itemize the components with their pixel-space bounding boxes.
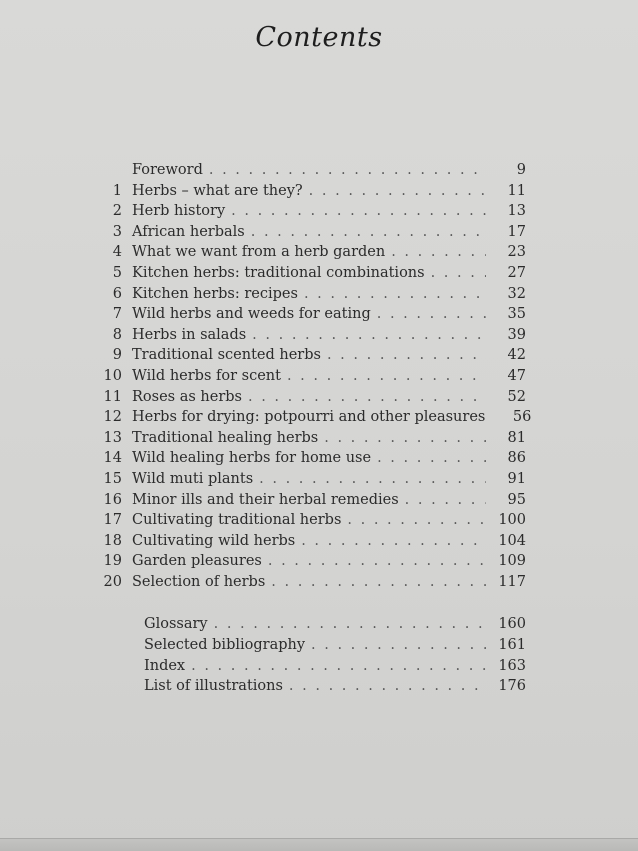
toc-entry-page: 23: [507, 244, 526, 261]
back-matter-list: [96, 614, 526, 696]
toc-entry-page: 95: [507, 491, 526, 508]
page-bottom-edge: [0, 838, 638, 851]
toc-entry-page: 117: [498, 573, 526, 590]
toc-entry: [96, 572, 526, 593]
toc-entry: [96, 366, 526, 387]
toc-entry: [96, 181, 526, 202]
toc-entry-page: 56: [512, 409, 532, 426]
toc-entry-number: 6: [112, 285, 122, 302]
toc-entry: [96, 676, 526, 697]
toc-entry-number: 13: [103, 429, 122, 446]
toc-entry-page: 109: [498, 553, 526, 570]
toc-entry-page: 161: [498, 637, 526, 654]
dot-leader: [271, 572, 486, 593]
toc-entry-number: 12: [103, 409, 122, 426]
toc-entry: [96, 656, 526, 677]
toc-entry-label: Wild healing herbs for home use: [132, 450, 372, 467]
toc-entry: [96, 201, 526, 222]
toc-entry-label: Wild herbs and weeds for eating: [132, 306, 371, 323]
toc-entry-page: 39: [507, 326, 526, 343]
dot-leader: [304, 284, 486, 305]
toc-entry: [96, 407, 532, 428]
toc-entry-label: List of illustrations: [144, 678, 283, 695]
toc-entry-page: 32: [507, 285, 526, 302]
toc-entry-page: 176: [498, 678, 526, 695]
toc-entry-number: 8: [112, 326, 122, 343]
toc-entry-number: 17: [103, 512, 122, 529]
toc-entry-label: Herbs for drying: potpourri and other pleasures: [132, 409, 486, 426]
dot-leader: [259, 469, 486, 490]
dot-leader: [327, 345, 486, 366]
toc-entry-label: Wild muti plants: [132, 470, 254, 487]
chapter-list: [96, 181, 532, 593]
toc-entry-label: Garden pleasures: [132, 553, 262, 570]
toc-entry-page: 35: [507, 306, 526, 323]
toc-entry: [96, 242, 526, 263]
toc-entry-label: Herbs – what are they?: [132, 182, 303, 199]
dot-leader: [324, 428, 486, 449]
toc-entry-label: Selection of herbs: [132, 573, 266, 590]
toc-entry-label: Selected bibliography: [144, 637, 306, 654]
dot-leader: [347, 510, 486, 531]
toc-entry-number: 1: [112, 182, 122, 199]
dot-leader: [287, 366, 486, 387]
toc-entry: [96, 635, 526, 656]
dot-leader: [391, 242, 486, 263]
toc-entry-label: Traditional healing herbs: [132, 429, 319, 446]
toc-entry-label: Cultivating traditional herbs: [132, 512, 342, 529]
toc-entry: [96, 448, 526, 469]
toc-entry-label: Glossary: [144, 616, 208, 633]
dot-leader: [268, 551, 486, 572]
toc-entry-label: Wild herbs for scent: [132, 367, 281, 384]
toc-entry-label: Traditional scented herbs: [132, 347, 321, 364]
toc-entry-page: 17: [507, 223, 526, 240]
page-title: Contents: [255, 22, 383, 53]
dot-leader: [301, 531, 486, 552]
toc-entry-foreword: [96, 160, 526, 181]
toc-entry-label: African herbals: [132, 223, 245, 240]
toc-entry-number: 11: [103, 388, 122, 405]
toc-entry-label: Herbs in salads: [132, 326, 247, 343]
toc-entry: [96, 469, 526, 490]
dot-leader: [251, 222, 486, 243]
toc-entry-page: 100: [498, 512, 526, 529]
toc-entry-page: 81: [507, 429, 526, 446]
toc-entry-number: 5: [112, 264, 122, 281]
toc-entry: [96, 614, 526, 635]
dot-leader: [209, 160, 486, 181]
toc-entry-label: Minor ills and their herbal remedies: [132, 491, 399, 508]
toc-entry: [96, 490, 526, 511]
section-gap: [96, 592, 526, 614]
toc-entry-page: 86: [507, 450, 526, 467]
dot-leader: [431, 263, 486, 284]
toc-entry: [96, 304, 526, 325]
dot-leader: [289, 676, 486, 697]
toc-entry-number: 4: [112, 244, 122, 261]
dot-leader: [377, 304, 486, 325]
toc-entry: [96, 325, 526, 346]
toc-entry: [96, 222, 526, 243]
toc-entry-number: 15: [103, 470, 122, 487]
toc-entry-number: 7: [112, 306, 122, 323]
toc-entry-label: What we want from a herb garden: [132, 244, 386, 261]
toc-entry: [96, 531, 526, 552]
toc-entry: [96, 428, 526, 449]
toc-entry-number: 9: [112, 347, 122, 364]
dot-leader: [252, 325, 486, 346]
dot-leader: [377, 448, 486, 469]
toc-entry-number: 18: [103, 532, 122, 549]
toc-entry-number: 16: [103, 491, 122, 508]
toc-entry: [96, 387, 526, 408]
toc-entry-label: Index: [144, 657, 186, 674]
toc-entry-page: 47: [507, 367, 526, 384]
toc-entry-number: 2: [112, 203, 122, 220]
dot-leader: [309, 181, 486, 202]
toc-entry-page: 160: [498, 616, 526, 633]
toc-entry: [96, 510, 526, 531]
toc-entry-page: 11: [507, 182, 526, 199]
toc-entry-number: 20: [103, 573, 122, 590]
toc-entry-page: 27: [507, 264, 526, 281]
dot-leader: [231, 201, 486, 222]
dot-leader: [311, 635, 486, 656]
toc-entry-label: Foreword: [132, 162, 203, 178]
toc-entry-page: 52: [507, 388, 526, 405]
toc-entry: [96, 284, 526, 305]
dot-leader: [248, 387, 486, 408]
toc-entry-number: 14: [103, 450, 122, 467]
toc-entry-label: Cultivating wild herbs: [132, 532, 296, 549]
toc-entry-page: 9: [516, 162, 526, 178]
toc-entry-page: 163: [498, 657, 526, 674]
toc-entry-number: 10: [103, 367, 122, 384]
dot-leader: [214, 614, 486, 635]
toc-entry-page: 42: [507, 347, 526, 364]
toc-entry-number: 19: [103, 553, 122, 570]
toc-entry-page: 13: [507, 203, 526, 220]
toc-entry: [96, 345, 526, 366]
toc-entry: [96, 551, 526, 572]
toc-entry-label: Kitchen herbs: recipes: [132, 285, 298, 302]
toc-entry-label: Herb history: [132, 203, 226, 220]
toc-entry-page: 91: [507, 470, 526, 487]
dot-leader: [191, 656, 486, 677]
dot-leader: [405, 490, 486, 511]
toc-entry-number: 3: [112, 223, 122, 240]
toc-entry-page: 104: [498, 532, 526, 549]
toc-entry-label: Kitchen herbs: traditional combinations: [132, 264, 425, 281]
table-of-contents: [96, 160, 532, 697]
toc-entry: [96, 263, 526, 284]
toc-entry-label: Roses as herbs: [132, 388, 242, 405]
